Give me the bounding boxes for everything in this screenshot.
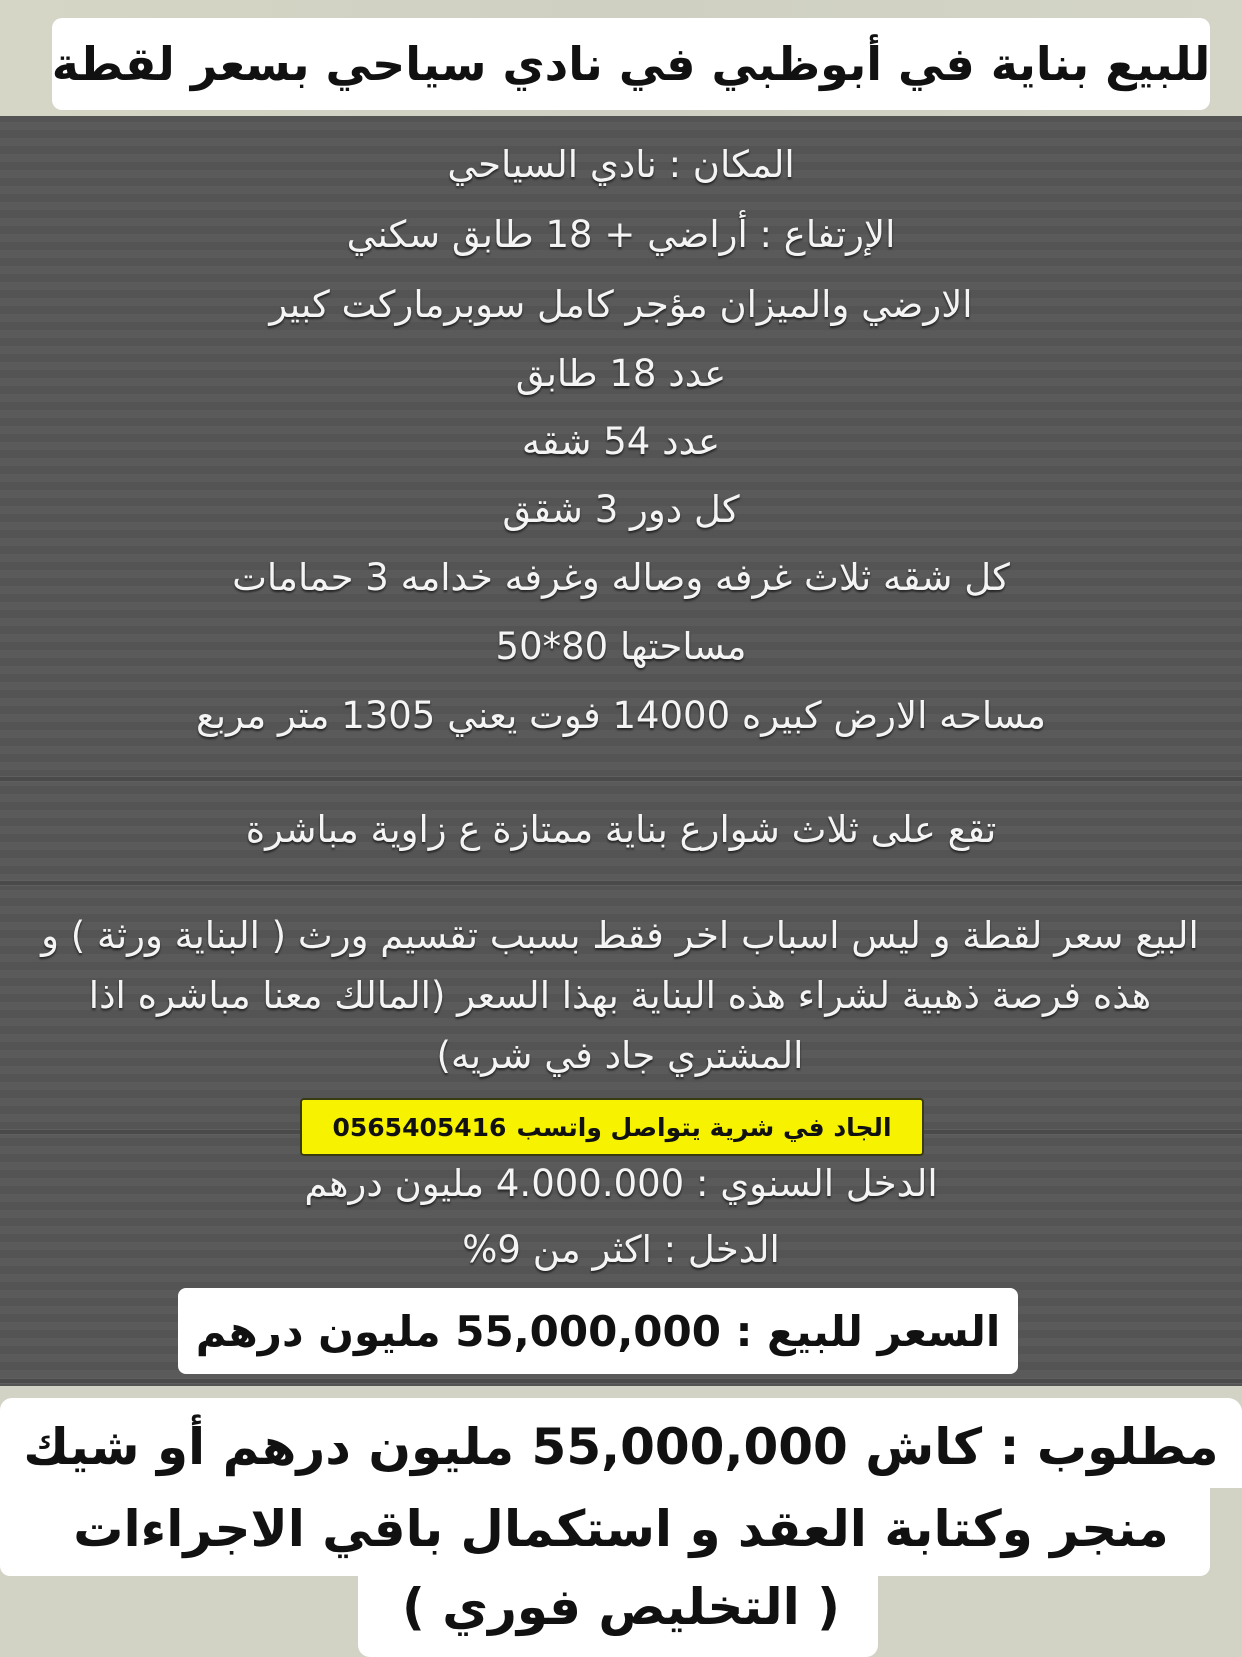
section-divider: [0, 776, 1242, 782]
contact-label: الجاد في شرية يتواصل واتسب: [516, 1112, 892, 1142]
detail-ground-floor: الارضي والميزان مؤجر كامل سوبرماركت كبير: [269, 283, 973, 326]
price-box: [178, 1288, 1018, 1374]
requirements-line-3: ( التخليص فوري ): [401, 1578, 840, 1636]
detail-floors-count: عدد 18 طابق: [515, 352, 727, 395]
title-banner: [52, 18, 1210, 110]
page-title: للبيع بناية في أبوظبي في نادي سياحي بسعر لقطة: [51, 37, 1211, 91]
detail-apartment-area: مساحتها 80*50: [495, 625, 747, 668]
detail-height: الإرتفاع : أراضي + 18 طابق سكني: [346, 213, 896, 256]
sale-reason-paragraph: البيع سعر لقطة و ليس اسباب اخر فقط بسبب تقسيم ورث ( البناية ورثة ) و هذه فرصة ذهبية لشراء هذه البناية بهذا السعر (المالك معنا مباشره اذا المشتري جاد في شريه): [41, 914, 1199, 1077]
detail-apartment-layout: كل شقه ثلاث غرفه وصاله وغرفه خدامه 3 حمامات: [232, 556, 1010, 599]
price-label: السعر للبيع : 55,000,000 مليون درهم: [195, 1306, 1001, 1356]
income-yield: الدخل : اكثر من 9%: [462, 1228, 780, 1271]
contact-highlight: [300, 1098, 924, 1156]
section-divider: [0, 880, 1242, 886]
section-divider: [0, 1378, 1242, 1384]
detail-per-floor: كل دور 3 شقق: [502, 488, 740, 531]
requirements-line-1: مطلوب : كاش 55,000,000 مليون درهم أو شيك: [23, 1418, 1219, 1476]
detail-apartments-count: عدد 54 شقه: [521, 420, 721, 463]
requirements-line-2: منجر وكتابة العقد و استكمال باقي الاجراءات: [73, 1500, 1169, 1558]
detail-streets: تقع على ثلاث شوارع بناية ممتازة ع زاوية مباشرة: [245, 808, 997, 851]
detail-land-area: مساحه الارض كبيره 14000 فوت يعني 1305 متر مربع: [196, 694, 1046, 737]
detail-location: المكان : نادي السياحي: [447, 143, 795, 186]
income-annual: الدخل السنوي : 4.000.000 مليون درهم: [304, 1162, 938, 1205]
contact-phone[interactable]: 0565405416: [332, 1112, 507, 1142]
